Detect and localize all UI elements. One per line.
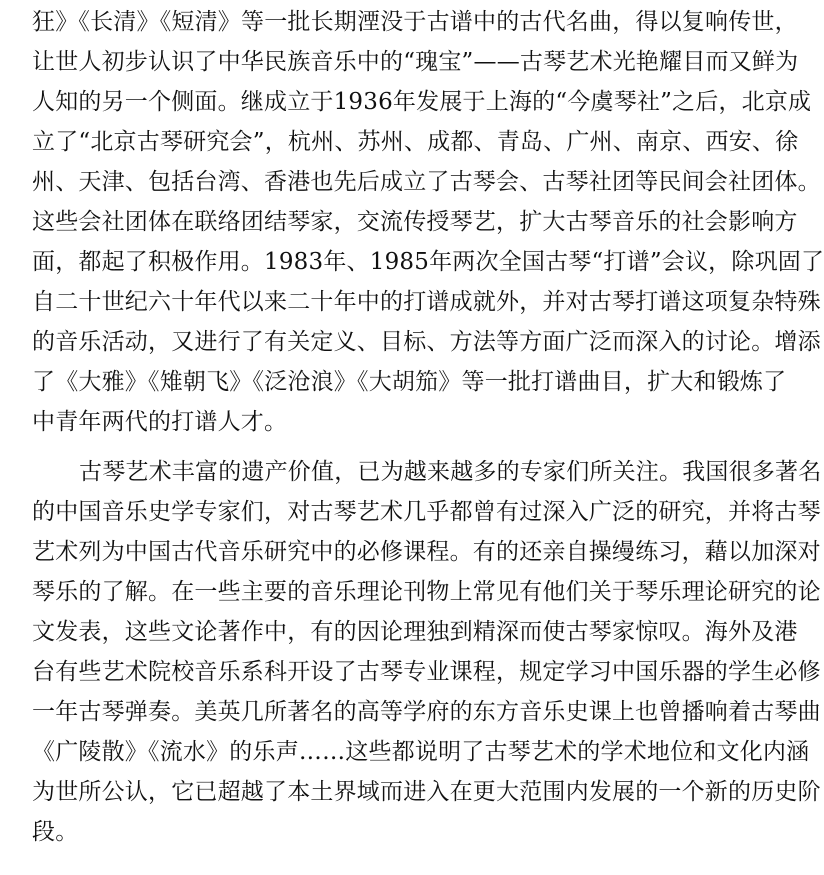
paragraph-2-line: 《广陵散》《流水》的乐声……这些都说明了古琴艺术的学术地位和文化内涵 bbox=[32, 739, 810, 765]
paragraph-1-line: 狂》《长清》《短清》等一批长期湮没于古谱中的古代名曲，得以复响传世， bbox=[32, 9, 798, 35]
paragraph-2-line: 艺术列为中国古代音乐研究中的必修课程。有的还亲自操缦练习，藉以加深对 bbox=[32, 539, 821, 565]
paragraph-2-line: 古琴艺术丰富的遗产价值，已为越来越多的专家们所关注。我国很多著名 bbox=[79, 459, 822, 485]
paragraph-1-line: 让世人初步认识了中华民族音乐中的“瑰宝”——古琴艺术光艳耀目而又鲜为 bbox=[32, 49, 799, 75]
paragraph-1-line: 州、天津、包括台湾、香港也先后成立了古琴会、古琴社团等民间会社团体。 bbox=[32, 169, 821, 195]
paragraph-1-line: 自二十世纪六十年代以来二十年中的打谱成就外，并对古琴打谱这项复杂特殊 bbox=[32, 289, 821, 315]
paragraph-1-line: 这些会社团体在联络团结琴家，交流传授琴艺，扩大古琴音乐的社会影响方 bbox=[32, 209, 798, 235]
paragraph-2-line: 为世所公认，它已超越了本土界域而进入在更大范围内发展的一个新的历史阶 bbox=[32, 779, 821, 805]
paragraph-2-line: 台有些艺术院校音乐系科开设了古琴专业课程，规定学习中国乐器的学生必修 bbox=[32, 659, 821, 685]
paragraph-2-line: 的中国音乐史学专家们，对古琴艺术几乎都曾有过深入广泛的研究，并将古琴 bbox=[32, 499, 821, 525]
paragraph-1-line: 的音乐活动，又进行了有关定义、目标、方法等方面广泛而深入的讨论。增添 bbox=[32, 329, 821, 355]
paragraph-1-line: 了《大雅》《雉朝飞》《泛沧浪》《大胡笳》等一批打谱曲目，扩大和锻炼了 bbox=[32, 369, 787, 395]
paragraph-1-line: 中青年两代的打谱人才。 bbox=[32, 409, 288, 435]
paragraph-2-line: 段。 bbox=[32, 819, 79, 845]
paragraph-1-line: 立了“北京古琴研究会”，杭州、苏州、成都、青岛、广州、南京、西安、徐 bbox=[32, 129, 799, 155]
paragraph-2-line: 文发表，这些文论著作中，有的因论理独到精深而使古琴家惊叹。海外及港 bbox=[32, 619, 798, 645]
paragraph-1-line: 人知的另一个侧面。继成立于1936年发展于上海的“今虞琴社”之后，北京成 bbox=[32, 89, 812, 115]
paragraph-2-line: 一年古琴弹奏。美英几所著名的高等学府的东方音乐史课上也曾播响着古琴曲 bbox=[32, 699, 821, 725]
paragraph-1-line: 面，都起了积极作用。1983年、1985年两次全国古琴“打谱”会议，除巩固了 bbox=[32, 249, 824, 275]
paragraph-2-line: 琴乐的了解。在一些主要的音乐理论刊物上常见有他们关于琴乐理论研究的论 bbox=[32, 579, 821, 605]
